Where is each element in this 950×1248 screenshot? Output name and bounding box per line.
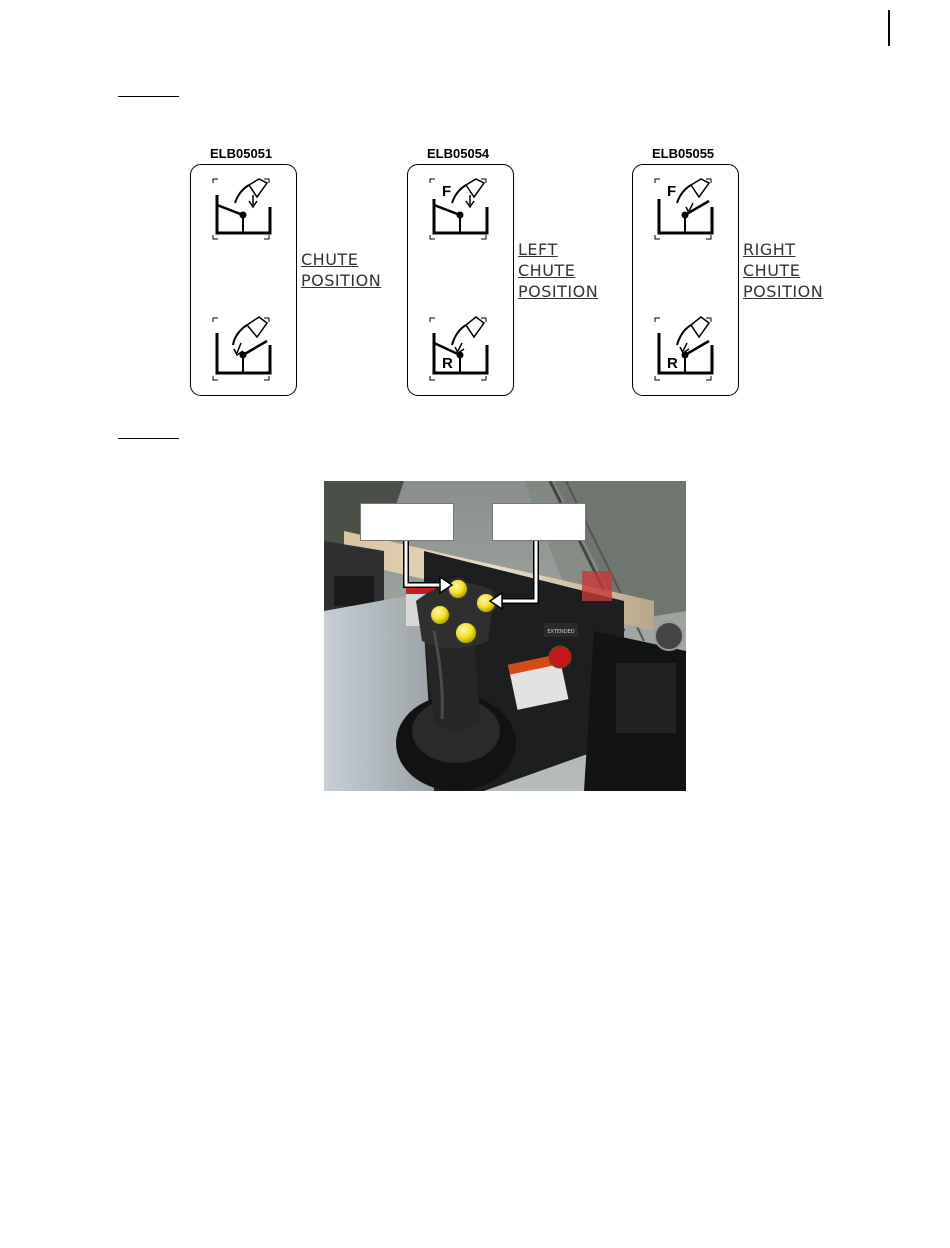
callout-box-right [492,503,586,541]
label-line: POSITION [301,271,382,290]
callout-box-left [360,503,454,541]
label-line: CHUTE [743,261,801,280]
page-edge-bar [888,10,890,46]
forward-letter: F [667,183,677,200]
panel-code-1: ELB05051 [210,146,273,161]
left-chute-icon [408,165,513,395]
panel-label-2 [518,239,598,302]
panel-code-2: ELB05054 [427,146,490,161]
joystick-button [430,605,450,625]
reverse-letter: R [442,355,453,372]
section-rule-2 [118,438,179,439]
label-line: CHUTE [301,250,359,269]
label-line: POSITION [743,282,824,301]
switch-panel-right-chute [632,164,739,396]
reverse-letter: R [667,355,678,372]
switch-panel-left-chute [407,164,514,396]
panel-label-3 [743,239,823,302]
panel-code-3: ELB05055 [652,146,715,161]
label-line: POSITION [518,282,599,301]
label-line: RIGHT [743,240,796,259]
panel-label-1 [301,249,381,291]
section-rule-1 [118,96,179,97]
forward-letter: F [442,183,452,200]
label-line: LEFT [518,240,558,259]
switch-panel-chute [190,164,297,396]
label-line: CHUTE [518,261,576,280]
joystick-photo [324,481,686,791]
joystick-button [455,622,477,644]
sticker-text: EXTENDED [547,629,575,635]
chute-icon-down [191,165,296,395]
joystick-button [448,579,468,599]
right-chute-icon [633,165,738,395]
